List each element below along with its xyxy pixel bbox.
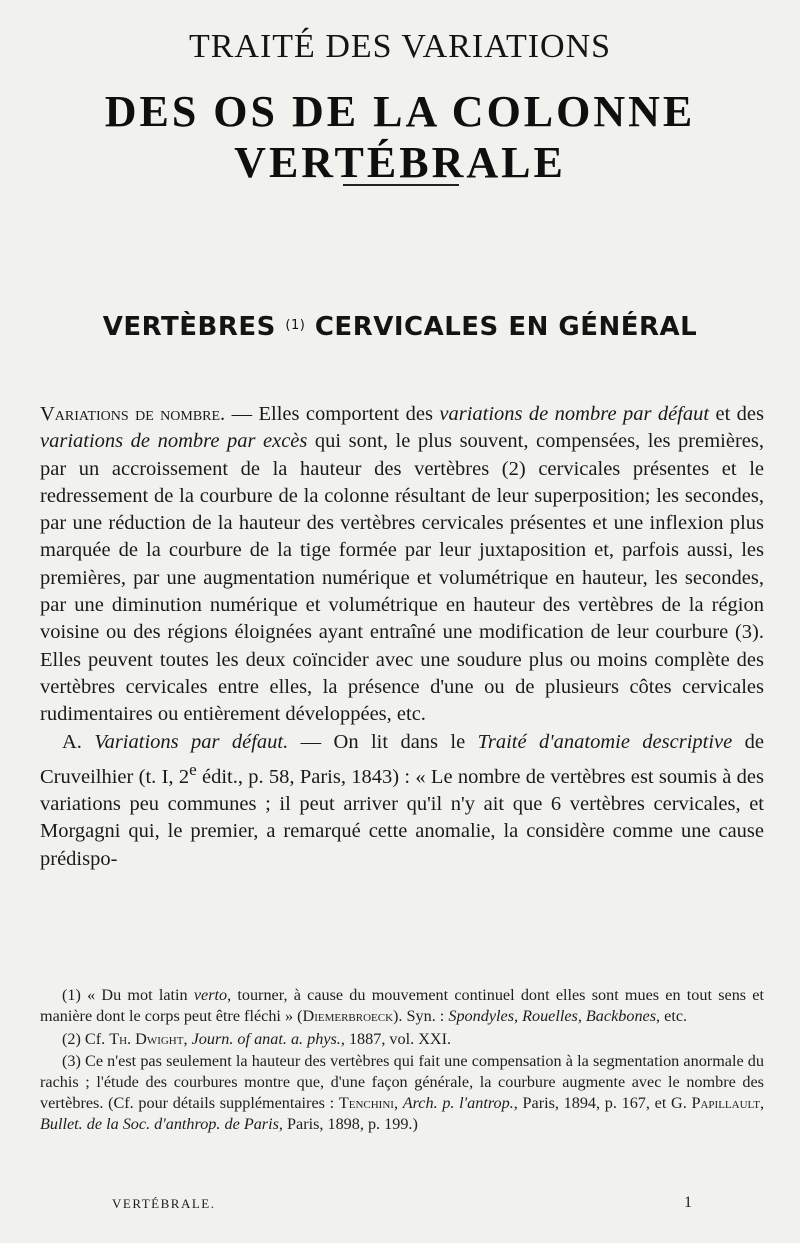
section-heading-part-1: VERTÈBRES	[102, 312, 286, 342]
author-name: Papillault	[691, 1093, 760, 1112]
text-run: , 1887, vol. XXI.	[340, 1029, 452, 1048]
section-heading-note: (1)	[285, 318, 306, 333]
section-heading	[0, 312, 800, 342]
section-heading-part-2: CERVICALES EN GÉNÉRAL	[305, 312, 698, 342]
italic-run: variations de nombre par défaut	[439, 403, 710, 425]
text-run: ,	[393, 1093, 403, 1112]
text-run: , Paris, 1898, p. 199.)	[278, 1114, 418, 1133]
paragraph-lead-label: Variations de nombre.	[40, 403, 226, 425]
italic-run: Bullet. de la Soc. d'anthrop. de Paris	[40, 1114, 279, 1133]
text-run: ). Syn. :	[393, 1006, 449, 1025]
italic-run: Arch. p. l'antrop.	[402, 1093, 514, 1112]
superscript: e	[189, 759, 197, 779]
text-run: et des	[709, 403, 764, 425]
italic-run: Spondyles, Rouelles, Backbones	[448, 1006, 657, 1025]
text-run: ,	[759, 1093, 765, 1112]
footnote-2	[40, 1029, 764, 1050]
italic-run: verto	[193, 986, 228, 1004]
italic-run: Variations par défaut.	[94, 730, 289, 753]
text-run: de Cruveilhier (t. I, 2	[40, 730, 764, 788]
author-name: Th. Dwight	[109, 1029, 184, 1048]
text-run: — On lit dans le	[288, 730, 478, 753]
text-run: , tourner, à cause du mouvement continuel dont elles sont mues en tout sens et manière dont le corps peut être fléchi » (	[40, 986, 764, 1025]
author-name: Diemerbroeck	[302, 1006, 394, 1025]
italic-run: Traité d'anatomie descriptive	[477, 730, 733, 753]
body-text	[40, 401, 764, 873]
text-run: , etc.	[656, 1006, 688, 1025]
page-number: 1	[684, 1194, 692, 1211]
text-run: ,	[183, 1029, 192, 1048]
text-run: (3) Ce n'est pas seulement la hauteur des vertèbres qui fait une compensation à la segmentation anormale du rachis ; l'étude des courbures montre que, d'une façon générale, la courbure augmente avec le nombre des vertèbres. (Cf. pour détails supplémentaires :	[40, 1052, 764, 1112]
italic-run: Journ. of anat. a. phys.	[191, 1029, 341, 1048]
footnote-3	[40, 1051, 764, 1134]
italic-run: variations de nombre par excès	[40, 430, 308, 453]
text-run: (2) Cf.	[62, 1029, 110, 1048]
text-run: , Paris, 1894, p. 167, et G.	[513, 1093, 692, 1112]
footnotes	[40, 985, 764, 1137]
title-line-1: TRAITÉ DES VARIATIONS	[188, 28, 612, 65]
title-line-2: DES OS DE LA COLONNE VERTÉBRALE	[104, 87, 696, 187]
author-name: Tenchini	[338, 1093, 394, 1112]
paragraph-variations-de-nombre	[40, 401, 764, 729]
paragraph-variations-par-defaut	[40, 729, 764, 873]
text-run: — Elles comportent des	[225, 403, 440, 425]
signature-mark: VERTÉBRALE.	[112, 1196, 216, 1211]
text-run: qui sont, le plus souvent, compensées, les premières, par un accroissement de la hauteur des vertèbres (2) cervicales présentes et le redressement de la courbure de la colonne résultant de leur superposition; les secondes, par une réduction de la hauteur des vertèbres cervicales présentes et une inflexion plus marquée de la courbure de la tige formée par leur juxtaposition et, parfois aussi, les premières, par une augmentation numérique et volumétrique en hauteur, les secondes, par une diminution numérique et volumétrique en hauteur des vertèbres de la région voisine ou des régions éloignées ayant entraîné une modification de leur courbure (3). Elles peuvent toutes les deux coïncider avec une soudure plus ou moins complète des vertèbres cervicales entre elles, la présence d'une ou de plusieurs côtes cervicales rudimentaires ou entièrement développées, etc.	[40, 430, 764, 726]
footnote-1	[40, 985, 764, 1027]
text-run: édit., p. 58, Paris, 1843) : « Le nombre de vertèbres est soumis à des variations peu communes ; il peut arriver qu'il n'y ait que 6 vertèbres cervicales, et Morgagni qui, le premier, a remarqué cette anomalie, la considère comme une cause prédispo-	[40, 765, 764, 870]
text-run: (1) « Du mot latin	[62, 986, 194, 1004]
text-run: A.	[62, 730, 95, 753]
title-divider	[343, 184, 459, 186]
